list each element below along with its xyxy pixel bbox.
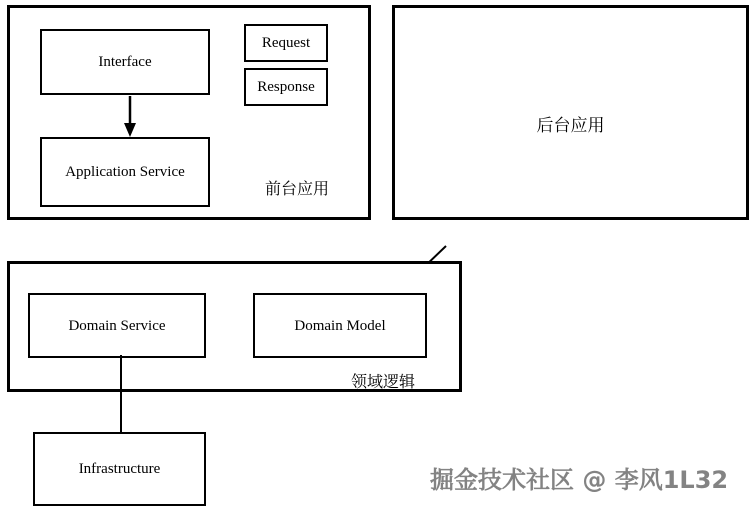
connector-domain-service-to-infrastructure: [118, 355, 124, 433]
watermark-text: 掘金技术社区 @ 李风1L32: [430, 466, 729, 494]
group-front-application-label: 前台应用: [265, 179, 330, 198]
group-front-application: [7, 5, 371, 220]
box-interface[interactable]: [40, 29, 210, 95]
box-response-label: Response: [257, 79, 315, 95]
box-application-service[interactable]: [40, 137, 210, 207]
group-backend-application-label: 后台应用: [536, 116, 605, 136]
box-response[interactable]: [244, 68, 328, 106]
box-domain-model[interactable]: [253, 293, 427, 358]
box-infrastructure-label: Infrastructure: [78, 461, 161, 477]
group-domain-logic: [7, 261, 462, 392]
box-domain-service-label: Domain Service: [68, 317, 166, 334]
box-domain-model-label: Domain Model: [294, 317, 386, 334]
group-backend-application: [392, 5, 749, 220]
group-domain-logic-label: 领域逻辑: [351, 372, 416, 391]
box-application-service-label: Application Service: [65, 164, 185, 180]
arrow-interface-to-application-service-icon: [120, 96, 140, 138]
box-domain-service[interactable]: [28, 293, 206, 358]
box-request-label: Request: [261, 35, 311, 51]
box-request[interactable]: [244, 24, 328, 62]
box-infrastructure[interactable]: [33, 432, 206, 506]
box-interface-label: Interface: [98, 54, 152, 70]
